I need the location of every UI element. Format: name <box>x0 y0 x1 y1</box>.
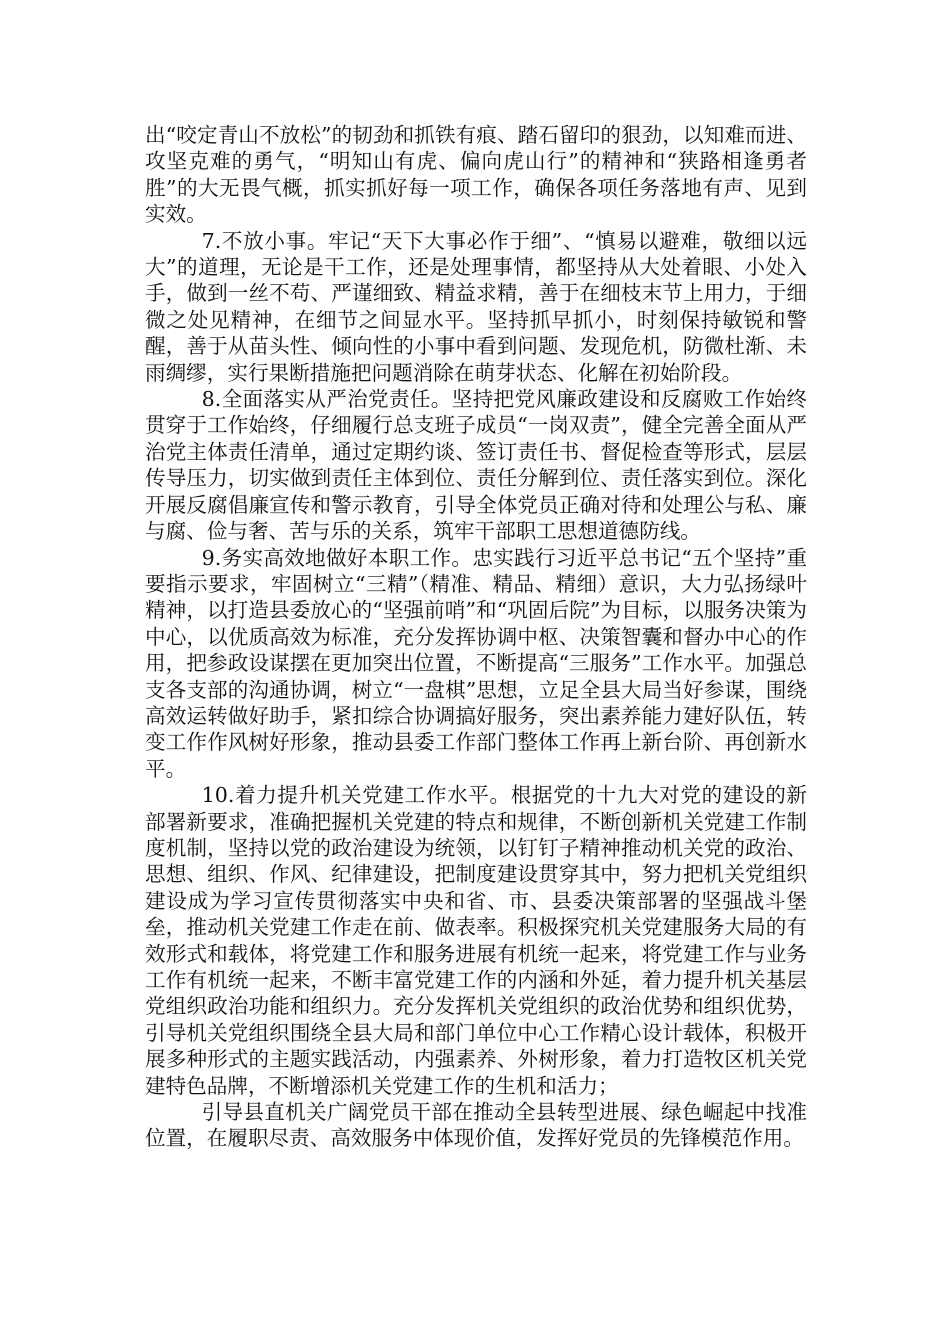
paragraph-item-7: 7.不放小事。牢记“天下大事必作于细”、“慎易以避难，敬细以远大”的道理，无论是干工作，还是处理事情，都坚持从大处着眼、小处入手，做到一丝不苟、严谨细致、精益求精，善于在细枝末节上用力，于细微之处见精神，在细节之间显水平。坚持抓早抓小，时刻保持敏锐和警醒，善于从苗头性、倾向性的小事中看到问题、发现危机，防微杜渐、未雨绸缪，实行果断措施把问题消除在萌芽状态、化解在初始阶段。 <box>145 228 807 385</box>
document-page <box>145 122 807 1152</box>
paragraph-continuation: 出“咬定青山不放松”的韧劲和抓铁有痕、踏石留印的狠劲，以知难而进、攻坚克难的勇气，“明知山有虎、偏向虎山行”的精神和“狭路相逢勇者胜”的大无畏气概，抓实抓好每一项工作，确保各项任务落地有声、见到实效。 <box>145 123 807 227</box>
paragraph-item-8: 8.全面落实从严治党责任。坚持把党风廉政建设和反腐败工作始终贯穿于工作始终，仔细履行总支班子成员“一岗双责”，健全完善全面从严治党主体责任清单，通过定期约谈、签订责任书、督促检查等形式，层层传导压力，切实做到责任主体到位、责任分解到位、责任落实到位。深化开展反腐倡廉宣传和警示教育，引导全体党员正确对待和处理公与私、廉与腐、俭与奢、苦与乐的关系，筑牢干部职工思想道德防线。 <box>145 387 807 544</box>
paragraph-item-10: 10.着力提升机关党建工作水平。根据党的十九大对党的建设的新部署新要求，准确把握机关党建的特点和规律，不断创新机关党建工作制度机制，坚持以党的政治建设为统领，以钉钉子精神推动机关党的政治、思想、组织、作风、纪律建设，把制度建设贯穿其中，努力把机关党组织建设成为学习宣传贯彻落实中央和省、市、县委决策部署的坚强战斗堡垒，推动机关党建工作走在前、做表率。积极探究机关党建服务大局的有效形式和载体，将党建工作和服务进展有机统一起来，将党建工作与业务工作有机统一起来，不断丰富党建工作的内涵和外延，着力提升机关基层党组织政治功能和组织力。充分发挥机关党组织的政治优势和组织优势，引导机关党组织围绕全县大局和部门单位中心工作精心设计载体，积极开展多种形式的主题实践活动，内强素养、外树形象，着力打造牧区机关党建特色品牌，不断增添机关党建工作的生机和活力； <box>145 783 807 1098</box>
paragraph-item-9: 9.务实高效地做好本职工作。忠实践行习近平总书记“五个坚持”重要指示要求，牢固树立“三精”（精准、精品、精细）意识，大力弘扬绿叶精神，以打造县委放心的“坚强前哨”和“巩固后院”为目标，以服务决策为中心，以优质高效为标准，充分发挥协调中枢、决策智囊和督办中心的作用，把参政设谋摆在更加突出位置，不断提高“三服务”工作水平。加强总支各支部的沟通协调，树立“一盘棋”思想，立足全县大局当好参谋，围绕高效运转做好助手，紧扣综合协调搞好服务，突出素养能力建好队伍，转变工作作风树好形象，推动县委工作部门整体工作再上新台阶、再创新水平。 <box>145 545 807 781</box>
paragraph-closing: 引导县直机关广阔党员干部在推动全县转型进展、绿色崛起中找准位置，在履职尽责、高效服务中体现价值，发挥好党员的先锋模范作用。 <box>145 1100 807 1151</box>
